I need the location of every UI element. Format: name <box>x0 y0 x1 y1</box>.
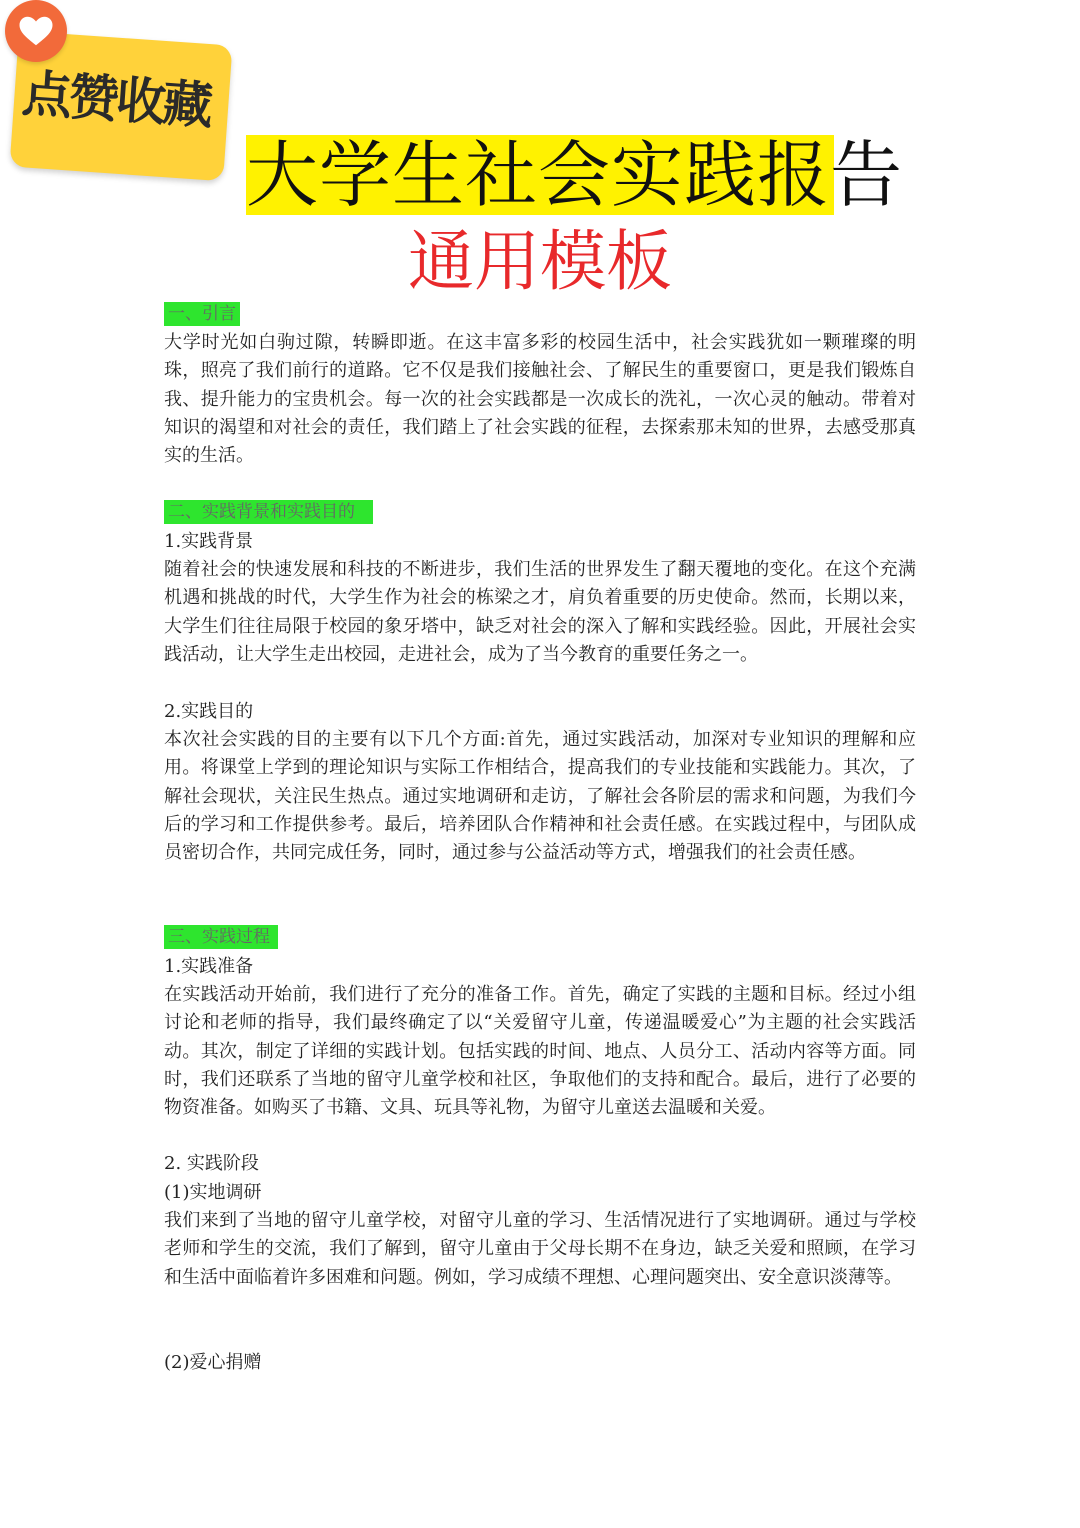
heart-icon <box>18 15 54 47</box>
save-tag-label: 点赞收藏 <box>20 64 212 136</box>
subheading-field-research: (1)实地调研 <box>164 1182 262 1203</box>
subheading-preparation: 1.实践准备 <box>164 956 254 977</box>
subheading-background: 1.实践背景 <box>164 531 254 552</box>
background-paragraph: 随着社会的快速发展和科技的不断进步，我们生活的世界发生了翻天覆地的变化。在这个充满机遇和挑战的时代，大学生作为社会的栋梁之才，肩负着重要的历史使命。然而，长期以来，大学生们往往局限于校园的象牙塔中，缺乏对社会的深入了解和实践经验。因此，开展社会实践活动，让大学生走出校园，走进社会，成为了当今教育的重要任务之一。 <box>164 559 916 665</box>
subheading-purpose: 2.实践目的 <box>164 701 254 722</box>
subheading-donation: (2)爱心捐赠 <box>164 1352 262 1373</box>
section-heading-background: 二、实践背景和实践目的 <box>164 500 373 524</box>
page-subtitle: 通用模板 <box>408 223 672 300</box>
subheading-stage: 2. 实践阶段 <box>164 1153 259 1174</box>
page-title: 大学生社会实践报告 <box>246 133 904 217</box>
section-heading-process: 三、实践过程 <box>164 925 278 949</box>
like-badge-circle <box>5 0 67 62</box>
purpose-paragraph: 本次社会实践的目的主要有以下几个方面:首先，通过实践活动，加深对专业知识的理解和应用。将课堂上学到的理论知识与实际工作相结合，提高我们的专业技能和实践能力。其次，了解社会现状，关注民生热点。通过实地调研和走访，了解社会各阶层的需求和问题，为我们今后的学习和工作提供参考。最后，培养团队合作精神和社会责任感。在实践过程中，与团队成员密切合作，共同完成任务，同时，通过参与公益活动等方式，增强我们的社会责任感。 <box>164 729 916 864</box>
field-research-paragraph: 我们来到了当地的留守儿童学校，对留守儿童的学习、生活情况进行了实地调研。通过与学校老师和学生的交流，我们了解到，留守儿童由于父母长期不在身边，缺乏关爱和照顾，在学习和生活中面临着许多困难和问题。例如，学习成绩不理想、心理问题突出、安全意识淡薄等。 <box>164 1210 916 1288</box>
intro-paragraph: 大学时光如白驹过隙，转瞬即逝。在这丰富多彩的校园生活中，社会实践犹如一颗璀璨的明珠，照亮了我们前行的道路。它不仅是我们接触社会、了解民生的重要窗口，更是我们锻炼自我、提升能力的宝贵机会。每一次的社会实践都是一次成长的洗礼，一次心灵的触动。带着对知识的渴望和对社会的责任，我们踏上了社会实践的征程，去探索那未知的世界，去感受那真实的生活。 <box>164 332 916 467</box>
preparation-paragraph: 在实践活动开始前，我们进行了充分的准备工作。首先，确定了实践的主题和目标。经过小组讨论和老师的指导，我们最终确定了以“关爱留守儿童，传递温暖爱心”为主题的社会实践活动。其次，制定了详细的实践计划。包括实践的时间、地点、人员分工、活动内容等方面。同时，我们还联系了当地的留守儿童学校和社区，争取他们的支持和配合。最后，进行了必要的物资准备。如购买了书籍、文具、玩具等礼物，为留守儿童送去温暖和关爱。 <box>164 984 916 1119</box>
section-heading-intro: 一、引言 <box>164 302 240 326</box>
